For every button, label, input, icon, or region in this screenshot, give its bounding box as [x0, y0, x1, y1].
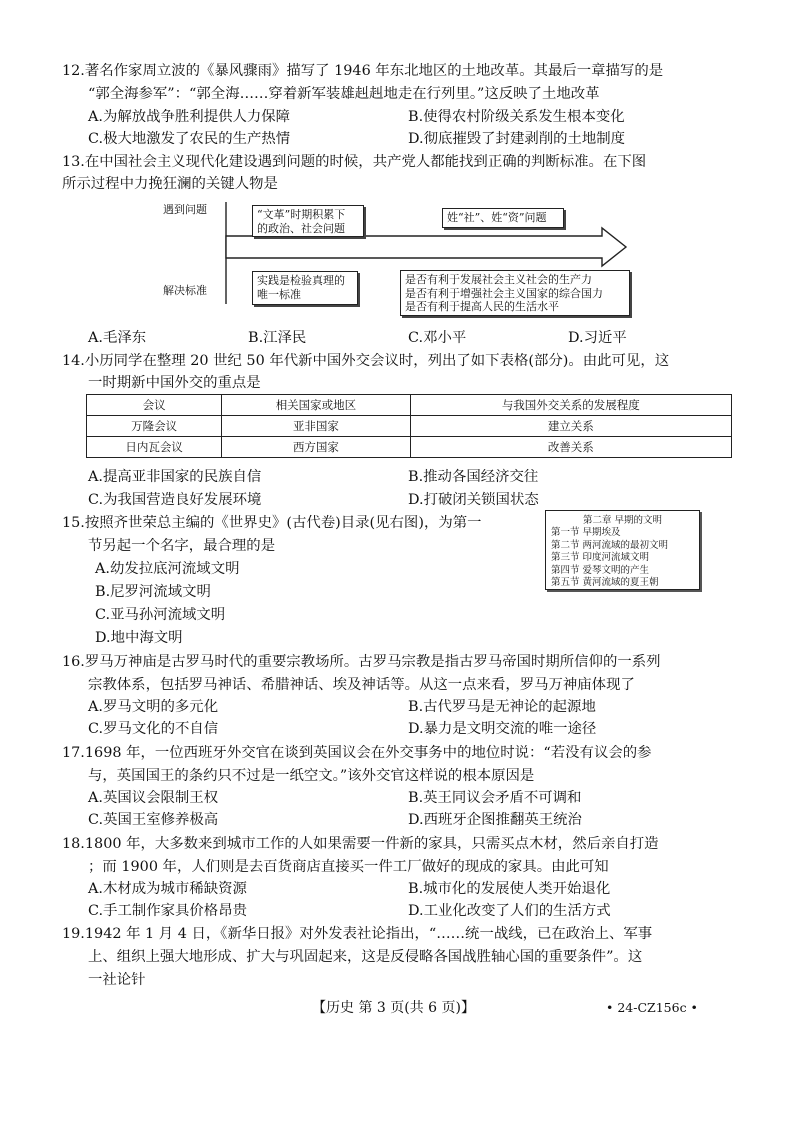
- q18-option-a: A.木材成为城市稀缺资源: [88, 881, 247, 897]
- box3-line2: 唯一标准: [257, 288, 301, 301]
- q15-option-a: A.幼发拉底河流域文明: [95, 561, 240, 577]
- toc-item: 第二节 两河流域的最初文明: [551, 539, 669, 551]
- q14-option-c: C.为我国营造良好发展环境: [88, 492, 262, 508]
- q16-option-d: D.暴力是文明交流的唯一途径: [408, 721, 597, 737]
- q14-option-b: B.推动各国经济交往: [408, 469, 539, 485]
- q16-stem-line1: 16.罗马万神庙是古罗马时代的重要宗教场所。古罗马宗教是指古罗马帝国时期所信仰的一系列: [62, 654, 661, 670]
- q14-table: [86, 394, 732, 458]
- table-cell: 日内瓦会议: [87, 437, 222, 458]
- q12-option-c: C.极大地激发了农民的生产热情: [88, 131, 291, 147]
- box4-line1: 是否有利于发展社会主义社会的生产力: [405, 273, 592, 286]
- box1-line1: “文革”时期积累下: [257, 208, 346, 221]
- q16-option-b: B.古代罗马是无神论的起源地: [408, 699, 596, 715]
- diagram-box-three-standards: [400, 270, 630, 316]
- box4-line2: 是否有利于增强社会主义国家的综合国力: [405, 286, 603, 300]
- table-row: [87, 437, 732, 458]
- box4-line3: 是否有利于提高人民的生活水平: [405, 300, 559, 313]
- q14-option-a: A.提高亚非国家的民族自信: [88, 469, 262, 485]
- table-cell: 西方国家: [222, 437, 410, 458]
- q18-option-b: B.城市化的发展使人类开始退化: [408, 881, 611, 897]
- q18-stem-line2: ；而 1900 年，人们则是去百货商店直接买一件工厂做好的现成的家具。由此可知: [88, 859, 609, 875]
- q12-option-b: B.使得农村阶级关系发生根本变化: [408, 109, 625, 125]
- table-header-row: [87, 395, 732, 416]
- diagram-label-standard: 解决标准: [163, 284, 207, 297]
- q13-option-d: D.习近平: [568, 330, 627, 346]
- q15-table-of-contents: [545, 510, 700, 590]
- toc-item: 第三节 印度河流域文明: [551, 552, 650, 564]
- q17-option-b: B.英王同议会矛盾不可调和: [408, 790, 582, 806]
- q15-option-c: C.亚马孙河流域文明: [95, 607, 226, 623]
- q19-stem-line1: 19.1942 年 1 月 4 日，《新华日报》对外发表社论指出，“……统一战线，已在政治上、军事: [62, 926, 653, 942]
- q17-option-d: D.西班牙企图推翻英王统治: [408, 812, 582, 828]
- table-header: 会议: [87, 395, 222, 416]
- q18-stem-line1: 18.1800 年，大多数来到城市工作的人如果需要一件新的家具，只需买点木材，然后亲自打造: [62, 836, 659, 852]
- q12-option-a: A.为解放战争胜利提供人力保障: [88, 109, 291, 125]
- q15-option-d: D.地中海文明: [95, 630, 183, 646]
- q17-option-a: A.英国议会限制王权: [88, 790, 219, 806]
- toc-heading: 第二章 早期的文明: [582, 515, 663, 526]
- q19-stem-line3: 一社论针: [88, 972, 146, 988]
- q17-stem-line2: 与，英国国王的条约只不过是一纸空文。”该外交官这样说的根本原因是: [88, 768, 535, 784]
- table-cell: 建立关系: [410, 416, 731, 437]
- q17-stem-line1: 17.1698 年，一位西班牙外交官在谈到英国议会在外交事务中的地位时说：“若没有议会的参: [62, 745, 652, 761]
- q12-stem-line1: 12.著名作家周立波的《暴风骤雨》描写了 1946 年东北地区的土地改革。其最后一章描写的是: [62, 63, 664, 79]
- table-header: 与我国外交关系的发展程度: [410, 395, 731, 416]
- q13-option-a: A.毛泽东: [88, 330, 147, 346]
- table-row: [87, 416, 732, 437]
- diagram-box-socialism-capitalism: 姓“社”、姓“资”问题: [442, 208, 564, 228]
- q18-option-c: C.手工制作家具价格昂贵: [88, 903, 247, 919]
- toc-item: 第四节 爱琴文明的产生: [551, 564, 650, 576]
- q19-stem-line2: 上、组织上强大地形成、扩大与巩固起来，这是反侵略各国战胜轴心国的重要条件”。这: [88, 949, 643, 965]
- toc-item: 第一节 早期埃及: [551, 527, 621, 539]
- diagram-label-problem: 遇到问题: [163, 203, 207, 216]
- diagram-box-cultural-revolution: [252, 205, 364, 237]
- q18-option-d: D.工业化改变了人们的生活方式: [408, 903, 611, 919]
- box3-line1: 实践是检验真理的: [257, 274, 345, 287]
- q14-option-d: D.打破闭关锁国状态: [408, 492, 539, 508]
- page-footer-number: 【历史 第 3 页(共 6 页)】: [312, 1000, 475, 1016]
- q15-option-b: B.尼罗河流域文明: [95, 584, 211, 600]
- table-cell: 万隆会议: [87, 416, 222, 437]
- box1-line2: 的政治、社会问题: [257, 222, 345, 235]
- q16-stem-line2: 宗教体系，包括罗马神话、希腊神话、埃及神话等。从这一点来看，罗马万神庙体现了: [88, 677, 635, 693]
- q13-option-b: B.江泽民: [248, 330, 307, 346]
- q14-stem-line2: 一时期新中国外交的重点是: [88, 375, 261, 391]
- table-cell: 改善关系: [410, 437, 731, 458]
- toc-item: 第五节 黄河流域的夏王朝: [551, 577, 659, 589]
- q12-option-d: D.彻底摧毁了封建剥削的土地制度: [408, 131, 626, 147]
- q15-stem-line1: 15.按照齐世荣总主编的《世界史》(古代卷)目录(见右图)，为第一: [62, 515, 482, 531]
- q15-stem-line2: 节另起一个名字，最合理的是: [88, 538, 276, 554]
- table-cell: 亚非国家: [222, 416, 410, 437]
- q17-option-c: C.英国王室修养极高: [88, 812, 219, 828]
- q16-option-c: C.罗马文化的不自信: [88, 721, 219, 737]
- page-footer-code: • 24-CZ156c •: [606, 1000, 698, 1015]
- diagram-box-practice-truth: [252, 271, 358, 305]
- table-header: 相关国家或地区: [222, 395, 410, 416]
- q16-option-a: A.罗马文明的多元化: [88, 699, 219, 715]
- q14-stem-line1: 14.小历同学在整理 20 世纪 50 年代新中国外交会议时，列出了如下表格(部分)。由此可见，这: [62, 353, 670, 369]
- q12-stem-line2: “郭全海参军”：“郭全海……穿着新军装雄赳赳地走在行列里。”这反映了土地改革: [88, 86, 600, 102]
- q13-stem-line1: 13.在中国社会主义现代化建设遇到问题的时候，共产党人都能找到正确的判断标准。在下图: [62, 154, 647, 170]
- q13-stem-line2: 所示过程中力挽狂澜的关键人物是: [62, 176, 278, 192]
- q13-option-c: C.邓小平: [408, 330, 467, 346]
